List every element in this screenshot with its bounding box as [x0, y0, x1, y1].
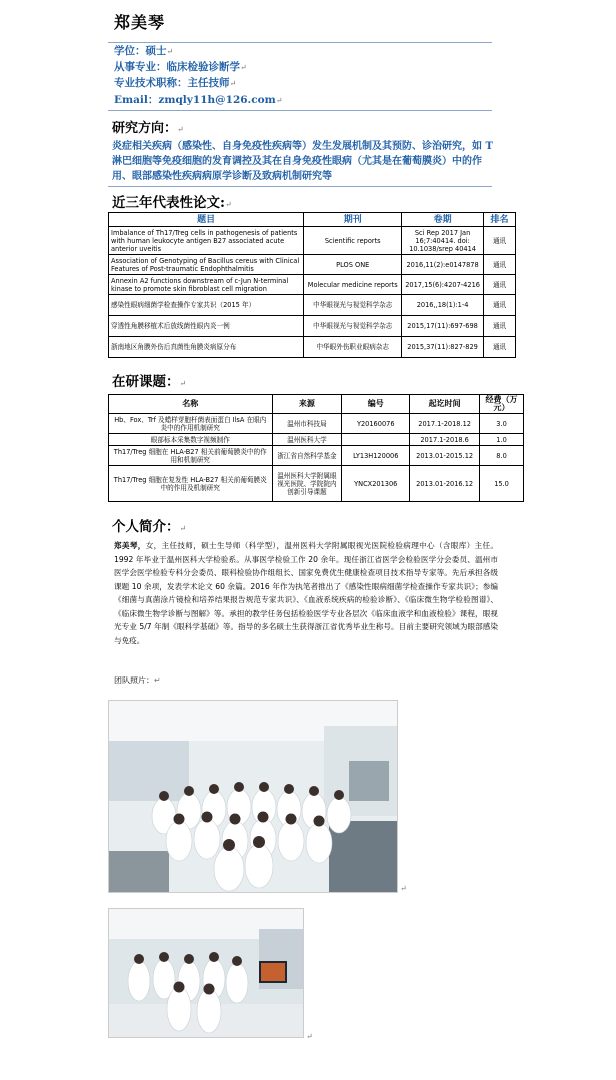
- table-row: [109, 227, 516, 255]
- project-period: 2013.01-2015.12: [410, 446, 480, 466]
- title-line: 专业技术职称：主任技师↵: [114, 77, 237, 89]
- project-source: 浙江省自然科学基金: [272, 446, 342, 466]
- project-period: 2013.01-2016.12: [410, 466, 480, 502]
- project-name: Th17/Treg 细胞在 HLA-B27 相关前葡萄膜炎中的作用和机制研究: [109, 446, 273, 466]
- divider: [108, 110, 492, 111]
- project-source: 温州医科大学附属眼视光医院、学院院内创新引导课题: [272, 466, 342, 502]
- team-photo-1: [108, 700, 398, 893]
- email-line[interactable]: Email：zmqly11h@126.com↵: [114, 94, 283, 106]
- papers-table: [108, 212, 516, 358]
- paper-title: 感染性眼病细菌学检查操作专家共识（2015 年）: [109, 295, 304, 316]
- paper-rank: 通讯: [484, 255, 516, 275]
- projects-header-row: [109, 395, 524, 414]
- table-row: [109, 434, 524, 446]
- paper-journal: 中华眼视光与视觉科学杂志: [304, 295, 402, 316]
- paragraph-mark: ↵: [400, 884, 407, 893]
- paper-journal: 中华眼外伤职业眼病杂志: [304, 337, 402, 358]
- paper-title: Annexin A2 functions downstream of c-Jun N-terminal kinase to promote skin fibroblast cell migration: [109, 275, 304, 295]
- table-row: [109, 337, 516, 358]
- project-source: 温州医科大学: [272, 434, 342, 446]
- paragraph-mark: ↵: [306, 1032, 313, 1041]
- project-funding: 8.0: [480, 446, 524, 466]
- table-row: [109, 316, 516, 337]
- project-period: 2017.1-2018.6: [410, 434, 480, 446]
- project-name: Th17/Treg 细胞在复发性 HLA-B27 相关前葡萄膜炎中的作用及机制研究: [109, 466, 273, 502]
- bio-heading: 个人简介：↵: [112, 519, 187, 535]
- projects-table: [108, 394, 524, 502]
- paper-title: 浙南地区角膜外伤后真菌性角膜炎病原分布: [109, 337, 304, 358]
- papers-header-journal: 期刊: [304, 213, 402, 227]
- project-funding: 15.0: [480, 466, 524, 502]
- table-row: [109, 446, 524, 466]
- divider: [108, 42, 492, 43]
- team-photo-1-image: [109, 701, 398, 893]
- divider: [108, 186, 492, 187]
- project-code: [342, 434, 410, 446]
- bio-name: 郑美琴，: [114, 541, 146, 550]
- project-period: 2017.1-2018.12: [410, 414, 480, 434]
- project-name: Hb、Fox、Trf 及蜡样芽胞杆菌表面蛋白 IlsA 在眼内炎中的作用机制研究: [109, 414, 273, 434]
- project-source: 温州市科技局: [272, 414, 342, 434]
- specialty-line: 从事专业：临床检验诊断学↵: [114, 61, 247, 73]
- project-funding: 3.0: [480, 414, 524, 434]
- team-photo-2-image: [109, 909, 304, 1038]
- paper-title: 穿透性角膜移植术后放线菌性眼内炎一例: [109, 316, 304, 337]
- project-code: LY13H120006: [342, 446, 410, 466]
- paper-journal: Scientific reports: [304, 227, 402, 255]
- paper-rank: 通讯: [484, 295, 516, 316]
- projects-header-funding: 经费（万元）: [480, 395, 524, 414]
- project-code: YNCX201306: [342, 466, 410, 502]
- papers-header-rank: 排名: [484, 213, 516, 227]
- paper-volume: 2016,11(2):e0147878: [402, 255, 484, 275]
- papers-heading: 近三年代表性论文:↵: [112, 195, 232, 211]
- paper-volume: 2015,37(11):827-829: [402, 337, 484, 358]
- project-code: Y20160076: [342, 414, 410, 434]
- table-row: [109, 414, 524, 434]
- research-text: 炎症相关疾病（感染性、自身免疫性疾病等）发生发展机制及其预防、诊治研究，如 T 淋巴细胞等免疫细胞的发育调控及其在自身免疫性眼病（尤其是在葡萄膜炎）中的作用、眼部感染性疾病病原学诊断及致病机制研究等: [112, 141, 493, 182]
- bio-text: [114, 539, 498, 647]
- projects-heading: 在研课题：↵: [112, 374, 187, 390]
- projects-header-code: 编号: [342, 395, 410, 414]
- bio-body: 女，主任技师，硕士生导师（科学型），温州医科大学附属眼视光医院检验病理中心（含眼库）主任。1992 年毕业于温州医科大学检验系。从事医学检验工作 20 余年。现任浙江省医学会检验医学分会委员、温州市医学会医学检验专科分会委员、眼科检验协作组组长、国家免费优生健康检查项目技术指导专家等。先后承担各级课题 10 余项，发表学术论文 60 余篇。2016 年作为执笔者推出了《感染性眼病细菌学检查操作专家共识》；参编《细菌与真菌涂片镜检和培养结果报告规范专家共识》、《血液系统疾病的检验诊断》、《临床微生物学检验图谱》、《临床微生物学诊断与图解》等。承担的教学任务包括检验医学专业各层次《临床血液学和血液检验》课程，眼视光专业 5/7 年制《眼科学基础》等。指导的多名硕士生获得浙江省优秀毕业生称号。目前主要研究领域为眼部感染与免疫。: [114, 541, 498, 645]
- degree-line: 学位：硕士↵: [114, 45, 174, 57]
- papers-header-volume: 卷期: [402, 213, 484, 227]
- table-row: [109, 255, 516, 275]
- research-heading: 研究方向：↵: [112, 121, 184, 136]
- papers-header-row: [109, 213, 516, 227]
- paper-title: Association of Genotyping of Bacillus cereus with Clinical Features of Post-traumatic Endophthalmitis: [109, 255, 304, 275]
- paper-journal: Molecular medicine reports: [304, 275, 402, 295]
- table-row: [109, 466, 524, 502]
- paper-journal: PLOS ONE: [304, 255, 402, 275]
- paper-volume: Sci Rep 2017 Jan 16;7:40414. doi: 10.1038/srep 40414: [402, 227, 484, 255]
- paper-volume: 2017,15(6):4207-4216: [402, 275, 484, 295]
- table-row: [109, 275, 516, 295]
- papers-header-title: 题目: [109, 213, 304, 227]
- projects-header-name: 名称: [109, 395, 273, 414]
- paper-volume: 2016,,18(1):1-4: [402, 295, 484, 316]
- paper-rank: 通讯: [484, 227, 516, 255]
- paper-journal: 中华眼视光与视觉科学杂志: [304, 316, 402, 337]
- paper-rank: 通讯: [484, 337, 516, 358]
- table-row: [109, 295, 516, 316]
- project-funding: 1.0: [480, 434, 524, 446]
- paper-rank: 通讯: [484, 275, 516, 295]
- paper-volume: 2015,17(11):697-698: [402, 316, 484, 337]
- paper-title: Imbalance of Th17/Treg cells in pathogenesis of patients with human leukocyte antigen B27 associated acute anterior uveitis: [109, 227, 304, 255]
- team-photo-2: [108, 908, 304, 1038]
- profile-name: 郑美琴: [114, 13, 166, 32]
- paper-rank: 通讯: [484, 316, 516, 337]
- projects-header-source: 来源: [272, 395, 342, 414]
- project-name: 眼部标本采集数字视频制作: [109, 434, 273, 446]
- projects-header-period: 起讫时间: [410, 395, 480, 414]
- photos-label: 团队照片：↵: [114, 676, 161, 685]
